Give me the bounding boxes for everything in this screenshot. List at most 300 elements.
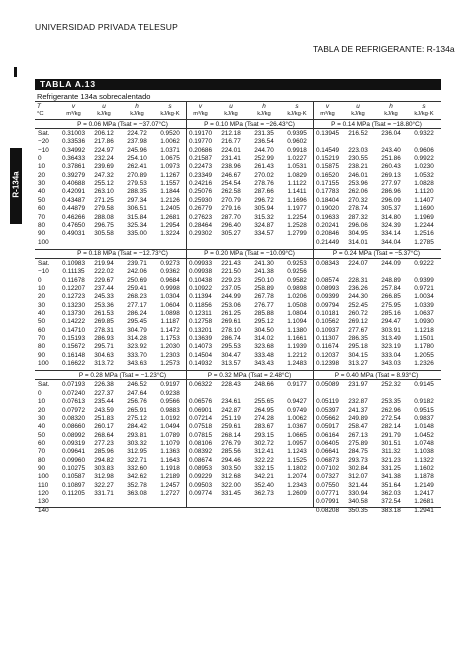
- value-cell: 334.57: [254, 230, 274, 238]
- value-cell: 227.37: [94, 389, 114, 397]
- value-cell: 333.70: [127, 351, 147, 359]
- value-cell: 221.50: [221, 268, 241, 276]
- column-unit: kJ/kg: [97, 111, 111, 117]
- value-cell: 295.12: [254, 318, 274, 326]
- value-cell: 313.49: [381, 335, 401, 343]
- pressure-header: P = 0.40 MPa (Tsat = 8.93°C): [334, 371, 419, 379]
- value-cell: 236.26: [348, 284, 368, 292]
- pressure-header: P = 0.14 MPa (Tsat = −18.80°C): [331, 120, 422, 128]
- temperature-cell: 100: [38, 238, 49, 246]
- column-unit: kJ/kg: [384, 111, 398, 117]
- value-cell: 305.94: [254, 205, 274, 213]
- value-cell: 0.07214: [188, 414, 213, 422]
- value-cell: 0.09229: [188, 473, 213, 481]
- temperature-cell: 30: [38, 414, 46, 422]
- value-cell: 1.0532: [414, 171, 434, 179]
- value-cell: 253.96: [348, 180, 368, 188]
- value-cell: 0.06873: [315, 456, 340, 464]
- value-cell: 286.24: [127, 310, 147, 317]
- value-cell: 228.43: [221, 381, 241, 389]
- value-cell: 252.32: [381, 381, 401, 389]
- value-cell: 275.95: [381, 301, 401, 309]
- value-cell: 260.17: [94, 423, 114, 431]
- value-cell: 0.08574: [315, 276, 340, 284]
- table-label: TABLA A.13: [40, 79, 96, 89]
- value-cell: 241.37: [348, 406, 368, 414]
- value-cell: 0.08392: [188, 448, 213, 456]
- value-cell: 0.9322: [414, 130, 434, 137]
- value-cell: 262.41: [127, 163, 147, 171]
- value-cell: 266.85: [381, 293, 401, 301]
- value-cell: 340.58: [348, 498, 368, 506]
- value-cell: 305.27: [221, 230, 241, 238]
- value-cell: 363.08: [127, 490, 147, 497]
- value-cell: 0.19633: [315, 213, 340, 221]
- value-cell: 0.17783: [315, 188, 340, 196]
- value-cell: 0.31003: [61, 130, 86, 137]
- value-cell: 325.34: [127, 221, 147, 229]
- value-cell: 279.16: [221, 205, 241, 213]
- value-cell: 0.9602: [287, 138, 307, 146]
- value-cell: 1.1780: [414, 343, 434, 351]
- temperature-cell: 130: [38, 498, 49, 506]
- university-name: UNIVERSIDAD PRIVADA TELESUP: [35, 22, 179, 32]
- value-cell: 0.9606: [414, 146, 434, 154]
- value-cell: 1.2405: [160, 205, 180, 213]
- value-cell: 296.06: [348, 221, 368, 229]
- value-cell: 0.07518: [188, 423, 213, 431]
- value-cell: 1.1363: [160, 448, 180, 456]
- value-cell: 0.11205: [62, 490, 85, 497]
- value-cell: 295.53: [221, 343, 241, 351]
- block-rule: [35, 128, 441, 129]
- value-cell: 1.3224: [160, 230, 180, 238]
- value-cell: 1.1525: [287, 456, 307, 464]
- value-cell: 0.19770: [188, 138, 213, 146]
- margin-marker: [14, 67, 17, 77]
- column-unit: kJ/kg: [257, 111, 271, 117]
- value-cell: 0.21449: [315, 238, 340, 246]
- value-cell: 216.52: [348, 130, 368, 137]
- value-cell: 0.10922: [188, 284, 213, 292]
- value-cell: 270.32: [348, 196, 368, 204]
- temperature-cell: 140: [38, 506, 49, 514]
- value-cell: 1.2212: [287, 351, 307, 359]
- value-cell: 312.41: [254, 448, 274, 456]
- column-unit: kJ/kg·K: [287, 111, 307, 117]
- value-cell: 258.47: [348, 423, 368, 431]
- value-cell: 251.83: [94, 414, 114, 422]
- value-cell: 229.23: [221, 276, 241, 284]
- value-cell: 258.89: [254, 284, 274, 292]
- value-cell: 0.24216: [188, 180, 213, 188]
- value-cell: 1.1187: [160, 318, 180, 326]
- value-cell: 332.60: [127, 464, 147, 472]
- value-cell: 1.0675: [160, 155, 180, 163]
- value-cell: 0.08320: [61, 414, 86, 422]
- value-cell: 362.73: [254, 490, 274, 497]
- temperature-cell: 80: [38, 456, 46, 464]
- value-cell: 250.10: [254, 276, 274, 284]
- value-cell: 321.23: [381, 456, 401, 464]
- value-cell: 279.58: [94, 205, 114, 213]
- value-cell: 0.25930: [188, 196, 213, 204]
- value-cell: 352.78: [127, 481, 147, 489]
- value-cell: 322.27: [94, 481, 114, 489]
- value-cell: 0.06322: [188, 381, 213, 389]
- value-cell: 0.28464: [188, 221, 213, 229]
- value-cell: 0.9582: [287, 276, 307, 284]
- value-cell: 231.35: [254, 130, 274, 137]
- value-cell: 0.11678: [62, 276, 85, 284]
- temperature-cell: 0: [38, 389, 42, 397]
- value-cell: 0.07771: [315, 490, 340, 497]
- value-cell: 270.89: [127, 171, 147, 179]
- value-cell: 1.0062: [160, 138, 180, 146]
- value-cell: 247.32: [94, 171, 114, 179]
- value-cell: 0.11307: [316, 335, 339, 343]
- value-cell: 0.09399: [315, 293, 340, 301]
- value-cell: 243.40: [381, 146, 401, 154]
- value-cell: 313.27: [348, 360, 368, 368]
- temperature-cell: 10: [38, 398, 46, 406]
- value-cell: 1.2785: [414, 238, 434, 246]
- value-cell: 1.2244: [414, 221, 434, 229]
- value-cell: 275.12: [127, 414, 147, 422]
- temperature-cell: 80: [38, 221, 46, 229]
- temperature-cell: 100: [38, 473, 49, 481]
- value-cell: 294.82: [94, 456, 114, 464]
- table-top-rule: [35, 101, 441, 102]
- value-cell: 293.73: [348, 456, 368, 464]
- table-label-bar: [35, 79, 441, 90]
- value-cell: 277.67: [348, 326, 368, 334]
- value-cell: 352.40: [254, 481, 274, 489]
- column-symbol: v: [71, 103, 76, 110]
- side-tab-label: R-134a: [11, 171, 21, 198]
- value-cell: 274.28: [254, 414, 274, 422]
- value-cell: 0.07240: [61, 389, 86, 397]
- value-cell: 206.12: [94, 130, 114, 137]
- value-cell: 1.0371: [160, 146, 180, 154]
- value-cell: 1.0192: [160, 414, 180, 422]
- value-cell: 0.9177: [287, 381, 307, 389]
- value-cell: 216.77: [221, 138, 241, 146]
- value-cell: 239.71: [127, 259, 147, 267]
- value-cell: 269.12: [348, 318, 368, 326]
- value-cell: 0.9145: [414, 381, 434, 389]
- value-cell: 0.9566: [160, 398, 180, 406]
- value-cell: 1.0206: [287, 293, 307, 301]
- value-cell: 1.1122: [287, 180, 307, 188]
- value-cell: 253.35: [381, 398, 401, 406]
- value-cell: 1.2681: [414, 498, 434, 506]
- value-cell: 1.1079: [160, 439, 180, 447]
- value-cell: 315.84: [127, 213, 147, 221]
- value-cell: 224.97: [94, 146, 114, 154]
- value-cell: 0.08993: [315, 284, 340, 292]
- value-cell: 244.99: [221, 293, 241, 301]
- temperature-cell: Sat.: [38, 130, 50, 137]
- value-cell: 0.05119: [316, 398, 339, 406]
- value-cell: 1.1322: [414, 456, 434, 464]
- value-cell: 286.96: [381, 188, 401, 196]
- pressure-header: P = 0.10 MPa (Tsat = −26.43°C): [204, 120, 295, 128]
- value-cell: 0.13201: [188, 326, 213, 334]
- value-cell: 383.18: [381, 506, 401, 514]
- column-symbol: h: [389, 103, 393, 110]
- value-cell: 0.10937: [315, 326, 340, 334]
- temperature-cell: 0: [38, 155, 42, 163]
- temperature-cell: 50: [38, 318, 46, 326]
- value-cell: 0.36433: [61, 155, 86, 163]
- value-cell: 1.0531: [287, 163, 307, 171]
- value-cell: 245.33: [94, 293, 114, 301]
- value-cell: 0.06576: [188, 398, 213, 406]
- value-cell: 303.50: [221, 464, 241, 472]
- value-cell: 0.9918: [287, 146, 307, 154]
- value-cell: 223.03: [348, 146, 368, 154]
- column-symbol: s: [295, 103, 299, 110]
- value-cell: 265.91: [127, 406, 147, 414]
- value-cell: 301.51: [381, 439, 401, 447]
- value-cell: 312.68: [221, 473, 241, 481]
- column-unit: kJ/kg: [351, 111, 365, 117]
- value-cell: 323.68: [254, 343, 274, 351]
- value-cell: 262.96: [381, 406, 401, 414]
- value-cell: 238.96: [221, 163, 241, 171]
- value-cell: 0.12398: [315, 360, 340, 368]
- superheated-table: [35, 101, 441, 514]
- value-cell: 232.87: [348, 398, 368, 406]
- value-cell: 1.2528: [287, 221, 307, 229]
- value-cell: 0.9362: [160, 268, 180, 276]
- value-cell: 0.09794: [315, 301, 340, 309]
- value-cell: 0.09641: [61, 448, 86, 456]
- value-cell: 1.2799: [287, 230, 307, 238]
- value-cell: 0.14932: [188, 360, 213, 368]
- value-cell: 303.83: [94, 464, 114, 472]
- value-cell: 255.12: [94, 180, 114, 188]
- value-cell: 1.2516: [414, 230, 434, 238]
- value-cell: 0.09503: [188, 481, 213, 489]
- value-cell: 0.05917: [315, 423, 340, 431]
- value-cell: 0.12723: [61, 293, 86, 301]
- value-cell: 1.0898: [160, 310, 180, 317]
- value-cell: 1.2303: [160, 351, 180, 359]
- value-cell: 341.38: [381, 473, 401, 481]
- value-cell: 1.1643: [160, 456, 180, 464]
- value-cell: 0.14549: [315, 146, 340, 154]
- value-cell: 272.54: [381, 414, 401, 422]
- value-cell: 260.72: [348, 310, 368, 317]
- value-cell: 321.44: [348, 481, 368, 489]
- value-cell: 304.63: [94, 351, 114, 359]
- value-cell: 1.0665: [287, 431, 307, 439]
- value-cell: 1.1661: [287, 335, 307, 343]
- value-cell: 279.53: [127, 180, 147, 188]
- value-cell: 242.06: [127, 268, 147, 276]
- value-cell: 0.9922: [414, 155, 434, 163]
- document-title: TABLA DE REFRIGERANTE: R-134a: [313, 44, 455, 54]
- pressure-header: P = 0.32 MPa (Tsat = 2.48°C): [207, 371, 292, 379]
- value-cell: 1.1844: [160, 188, 180, 196]
- value-cell: 275.89: [348, 439, 368, 447]
- value-cell: 286.35: [348, 335, 368, 343]
- value-cell: 304.50: [254, 326, 274, 334]
- value-cell: 219.94: [94, 259, 114, 267]
- value-cell: 294.47: [381, 318, 401, 326]
- pressure-header: P = 0.20 MPa (Tsat = −10.09°C): [204, 250, 295, 258]
- value-cell: 244.09: [381, 259, 401, 267]
- value-cell: 230.55: [348, 155, 368, 163]
- value-cell: 0.23349: [188, 171, 213, 179]
- value-cell: 1.0604: [160, 301, 180, 309]
- value-cell: 0.9222: [414, 259, 434, 267]
- value-cell: 331.71: [94, 490, 114, 497]
- value-cell: 343.63: [127, 360, 147, 368]
- pressure-header: P = 0.28 MPa (Tsat = −1.23°C): [78, 371, 167, 379]
- value-cell: 228.31: [348, 276, 368, 284]
- side-tab: [10, 148, 22, 224]
- value-cell: 0.08208: [315, 506, 340, 514]
- value-cell: 0.10897: [61, 481, 86, 489]
- value-cell: 322.71: [127, 456, 147, 464]
- column-symbol: u: [229, 103, 233, 110]
- value-cell: 270.79: [221, 196, 241, 204]
- value-cell: 0.9238: [160, 389, 180, 397]
- value-cell: 278.10: [221, 326, 241, 334]
- value-cell: 0.14073: [188, 343, 213, 351]
- column-symbol: h: [262, 103, 266, 110]
- value-cell: 0.9515: [414, 406, 434, 414]
- value-cell: 0.12207: [61, 284, 86, 292]
- value-cell: 217.86: [94, 138, 114, 146]
- value-cell: 1.0367: [287, 423, 307, 431]
- value-cell: 0.13945: [315, 130, 340, 137]
- value-cell: 259.61: [221, 423, 241, 431]
- value-cell: 285.16: [381, 310, 401, 317]
- value-cell: 294.46: [221, 456, 241, 464]
- value-cell: 257.84: [381, 284, 401, 292]
- value-cell: 261.25: [221, 310, 241, 317]
- value-cell: 1.1501: [414, 335, 434, 343]
- value-cell: 0.09938: [188, 268, 213, 276]
- value-cell: 251.86: [381, 155, 401, 163]
- value-cell: 0.9427: [287, 398, 307, 406]
- value-cell: 315.32: [254, 213, 274, 221]
- value-cell: 276.79: [221, 439, 241, 447]
- temperature-cell: 90: [38, 351, 46, 359]
- value-cell: 0.39279: [61, 171, 86, 179]
- value-cell: 0.10181: [315, 310, 340, 317]
- value-cell: 232.24: [94, 155, 114, 163]
- value-cell: 256.76: [127, 398, 147, 406]
- value-cell: 1.1878: [414, 473, 434, 481]
- value-cell: 1.0804: [287, 310, 307, 317]
- value-cell: 333.48: [254, 351, 274, 359]
- value-cell: 0.34992: [61, 146, 86, 154]
- value-cell: 0.15672: [61, 343, 86, 351]
- value-cell: 0.13730: [61, 310, 86, 317]
- value-cell: 1.1267: [160, 171, 180, 179]
- temperature-cell: 20: [38, 293, 46, 301]
- block-rule: [35, 258, 441, 259]
- value-cell: 1.2343: [287, 481, 307, 489]
- value-cell: 0.16148: [61, 351, 86, 359]
- value-cell: 1.2573: [160, 360, 180, 368]
- value-cell: 285.88: [254, 310, 274, 317]
- value-cell: 285.96: [94, 448, 114, 456]
- value-cell: 247.64: [127, 389, 147, 397]
- temperature-cell: 10: [38, 163, 46, 171]
- value-cell: 0.9883: [160, 406, 180, 414]
- value-cell: 0.10587: [61, 473, 86, 481]
- value-cell: 284.42: [127, 423, 147, 431]
- temperature-cell: 40: [38, 188, 46, 196]
- value-cell: 270.02: [254, 171, 274, 179]
- value-cell: 0.19020: [315, 205, 340, 213]
- value-cell: 0.07193: [61, 381, 86, 389]
- value-cell: 268.14: [221, 431, 241, 439]
- temperature-cell: 50: [38, 196, 46, 204]
- value-cell: 0.15875: [315, 163, 340, 171]
- value-cell: 0.22473: [188, 163, 213, 171]
- value-cell: 291.79: [381, 431, 401, 439]
- value-cell: 0.09933: [188, 259, 213, 267]
- value-cell: 1.2681: [160, 213, 180, 221]
- value-cell: 229.67: [94, 276, 114, 284]
- value-cell: 239.69: [94, 163, 114, 171]
- value-cell: 0.10275: [61, 464, 86, 472]
- value-cell: 288.35: [127, 188, 147, 196]
- value-cell: 0.06405: [315, 439, 340, 447]
- value-cell: 0.9256: [287, 268, 307, 276]
- value-cell: 285.56: [221, 448, 241, 456]
- value-cell: 0.21587: [188, 155, 213, 163]
- column-symbol: u: [356, 103, 360, 110]
- value-cell: 287.32: [348, 213, 368, 221]
- value-cell: 333.04: [381, 351, 401, 359]
- value-cell: 0.09774: [188, 490, 213, 497]
- temperature-cell: 70: [38, 448, 46, 456]
- value-cell: 234.61: [221, 398, 241, 406]
- value-cell: 271.25: [94, 196, 114, 204]
- value-cell: 0.18404: [315, 196, 340, 204]
- value-cell: 293.15: [254, 431, 274, 439]
- value-cell: 0.11394: [189, 293, 212, 301]
- value-cell: 313.72: [94, 360, 114, 368]
- temperature-cell: 90: [38, 230, 46, 238]
- value-cell: 0.06641: [315, 448, 340, 456]
- value-cell: 1.0508: [287, 301, 307, 309]
- value-cell: 296.09: [381, 196, 401, 204]
- value-cell: 0.37861: [61, 163, 86, 171]
- value-cell: 304.15: [348, 351, 368, 359]
- value-cell: 242.87: [221, 406, 241, 414]
- value-cell: 323.92: [127, 343, 147, 351]
- value-cell: 237.98: [127, 138, 147, 146]
- value-cell: 313.57: [221, 360, 241, 368]
- value-cell: 0.9182: [414, 398, 434, 406]
- value-cell: 0.33536: [61, 138, 86, 146]
- value-cell: 0.08992: [61, 431, 86, 439]
- temperature-cell: Sat.: [38, 259, 50, 267]
- value-cell: 250.69: [127, 276, 147, 284]
- value-cell: 342.62: [127, 473, 147, 481]
- value-cell: 0.9749: [287, 406, 307, 414]
- value-cell: 0.05089: [315, 381, 340, 389]
